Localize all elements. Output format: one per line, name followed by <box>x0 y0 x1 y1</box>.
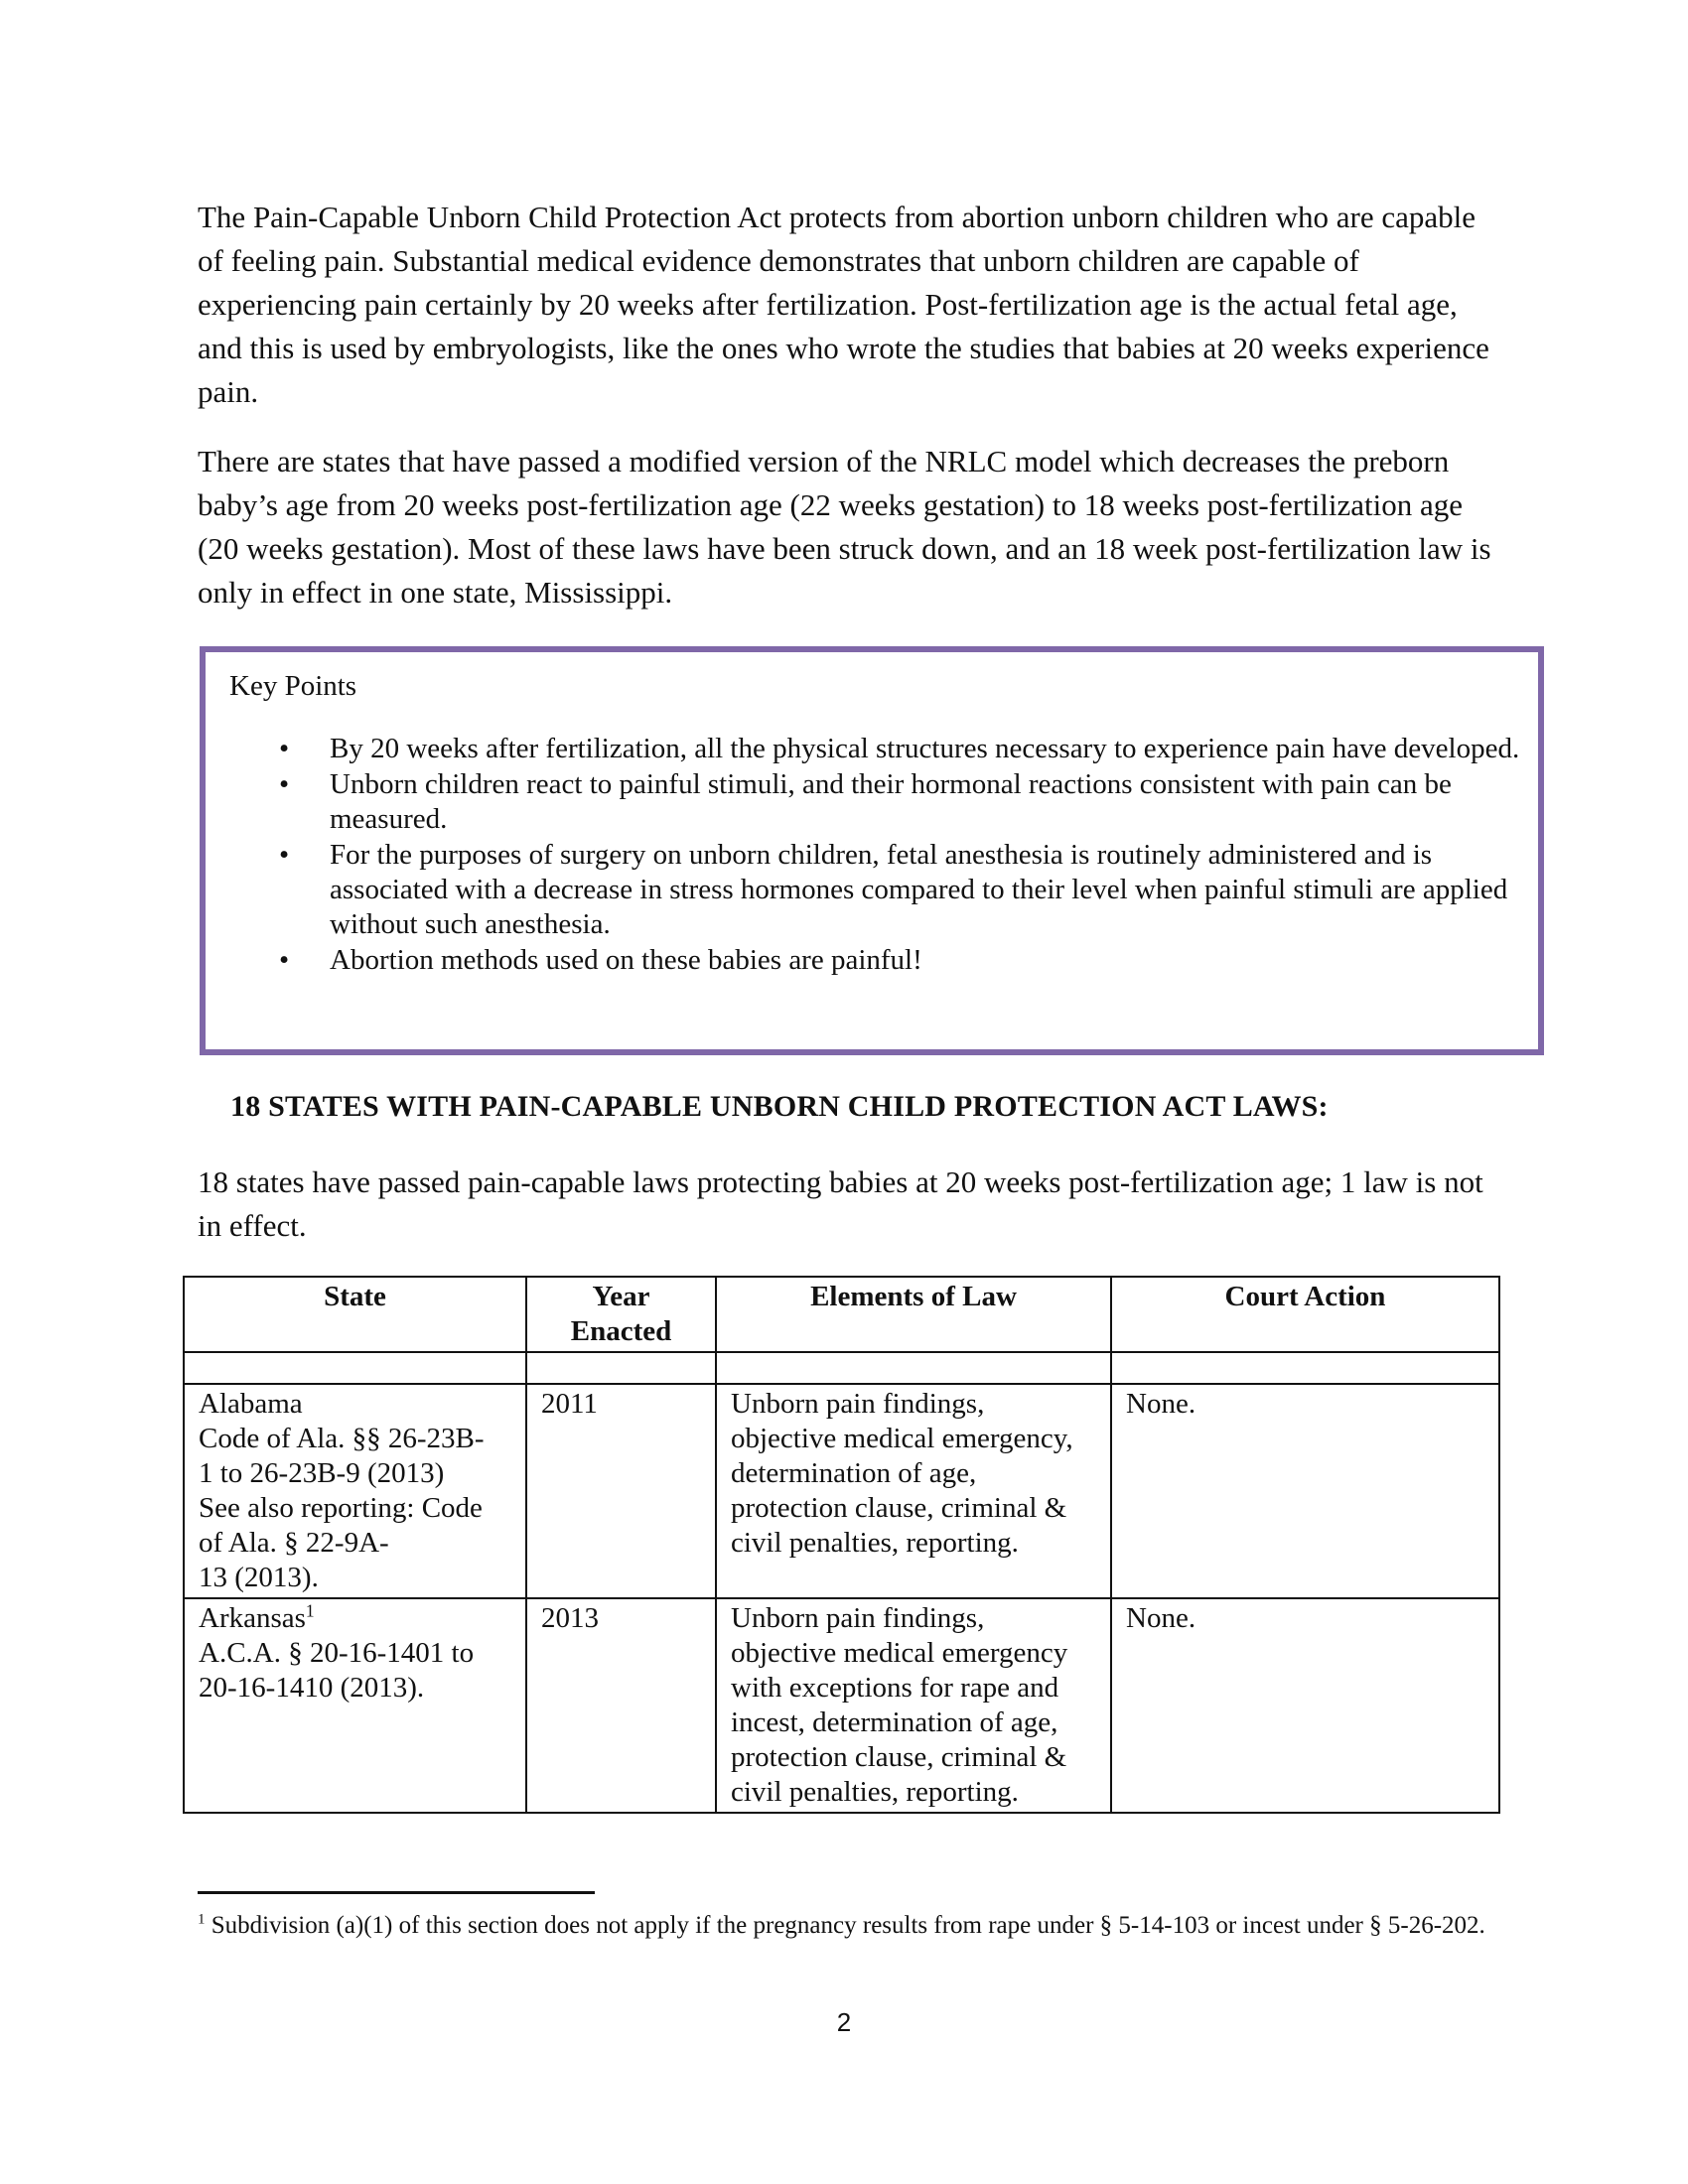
cell-year: 2011 <box>526 1384 716 1598</box>
cell-elements: Unborn pain findings, objective medical emergency, determination of age, protection clause, criminal & civil penalties, reporting. <box>716 1384 1111 1598</box>
table-row <box>184 1384 1499 1598</box>
footnote-marker: 1 <box>198 1911 206 1928</box>
table-spacer-row <box>184 1352 1499 1384</box>
laws-table <box>183 1276 1500 1814</box>
intro-paragraph-2: There are states that have passed a modified version of the NRLC model which decreases the preborn baby’s age from 20 weeks post-fertilization age (22 weeks gestation) to 18 weeks post-fertilization age (20 weeks gestation). Most of these laws have been struck down, and an 18 week post-fertilization law is only in effect in one state, Mississippi. <box>198 444 1491 610</box>
bullet-icon: • <box>279 944 290 976</box>
key-point-item: • Unborn children react to painful stimuli, and their hormonal reactions consistent with pain can be measured. <box>279 768 1452 835</box>
key-point-item: • By 20 weeks after fertilization, all the physical structures necessary to experience pain have developed. <box>279 733 1520 764</box>
section-summary: 18 states have passed pain-capable laws protecting babies at 20 weeks post-fertilization age; 1 law is not in effect. <box>198 1164 1483 1243</box>
header-year: Year Enacted <box>526 1277 716 1352</box>
bullet-icon: • <box>279 839 290 871</box>
header-state: State <box>184 1277 526 1352</box>
header-court: Court Action <box>1111 1277 1499 1352</box>
key-points-box <box>200 646 1544 1055</box>
header-elements: Elements of Law <box>716 1277 1111 1352</box>
cell-state: Alabama Code of Ala. §§ 26-23B- 1 to 26-23B-9 (2013) See also reporting: Code of Ala. § 22-9A- 13 (2013). <box>184 1384 526 1598</box>
cell-elements: Unborn pain findings, objective medical emergency with exceptions for rape and incest, determination of age, protection clause, criminal & civil penalties, reporting. <box>716 1598 1111 1813</box>
cell-court: None. <box>1111 1384 1499 1598</box>
key-points-list <box>229 732 1520 979</box>
section-heading: 18 STATES WITH PAIN-CAPABLE UNBORN CHILD PROTECTION ACT LAWS: <box>230 1090 1329 1123</box>
footnote: $^1$ Subdivision (a)(1) of this section does not apply if the pregnancy results from rape under § 5-14-103 or incest under § 5-26-202. <box>198 1911 1485 1939</box>
table-header-row <box>184 1277 1499 1352</box>
bullet-icon: • <box>279 733 290 764</box>
table-row <box>184 1598 1499 1813</box>
footnote-ref: 1 <box>305 1600 315 1621</box>
key-point-item: • Abortion methods used on these babies are painful! <box>279 944 922 976</box>
footnote-divider <box>198 1891 595 1894</box>
cell-court: None. <box>1111 1598 1499 1813</box>
cell-year: 2013 <box>526 1598 716 1813</box>
bullet-icon: • <box>279 768 290 800</box>
key-points-title: Key Points <box>229 670 357 702</box>
intro-paragraph-1: The Pain-Capable Unborn Child Protection Act protects from abortion unborn children who are capable of feeling pain. Substantial medical evidence demonstrates that unborn children are capable of experiencing pain certainly by 20 weeks after fertilization. Post-fertilization age is the actual fetal age, and this is used by embryologists, like the ones who wrote the studies that babies at 20 weeks experience pain. <box>198 200 1489 409</box>
key-point-item: • For the purposes of surgery on unborn children, fetal anesthesia is routinely administered and is associated with a decrease in stress hormones compared to their level when painful stimuli are applied without such anesthesia. <box>279 839 1508 940</box>
cell-state: Arkansas$^1$ A.C.A. § 20-16-1401 to 20-16-1410 (2013). <box>184 1598 526 1813</box>
page-number: 2 <box>836 2007 852 2037</box>
